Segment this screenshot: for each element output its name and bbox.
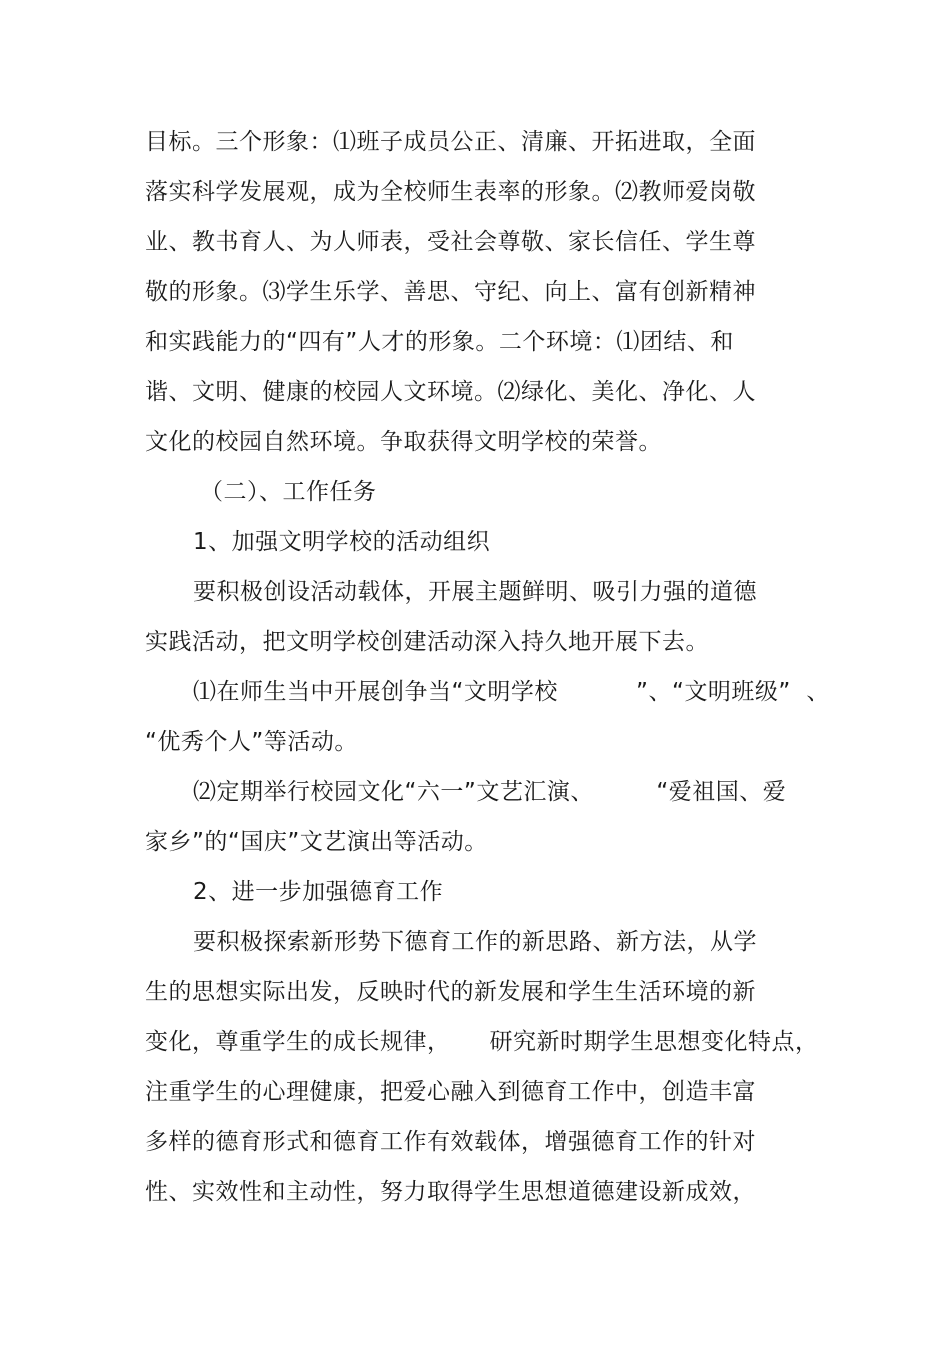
paragraph-line-12: 变化，尊重学生的成长规律， 研究新时期学生思想变化特点， [145,1029,819,1055]
paragraph-line-8: 要积极创设活动载体，开展主题鲜明、吸引力强的道德 [193,579,757,605]
subheading-2: 2、进一步加强德育工作 [193,879,444,905]
paragraph-line-3: 业、教书育人、为人师表，受社会尊敬、家长信任、学生尊 [145,229,756,255]
paragraph-line-2: 落实科学发展观，成为全校师生表率的形象。⑵教师爱岗敬 [145,179,756,205]
list-item-2-cont: 家乡”的“国庆”文艺演出等活动。 [145,829,488,855]
paragraph-line-5: 和实践能力的“四有”人才的形象。二个环境：⑴团结、和 [145,329,734,355]
paragraph-line-4: 敬的形象。⑶学生乐学、善思、守纪、向上、富有创新精神 [145,279,756,305]
paragraph-line-9: 实践活动，把文明学校创建活动深入持久地开展下去。 [145,629,709,655]
list-item-1: ⑴在师生当中开展创争当“文明学校 ”、“文明班级” 、 [193,679,830,705]
paragraph-line-14: 多样的德育形式和德育工作有效载体，增强德育工作的针对 [145,1129,756,1155]
list-item-2: ⑵定期举行校园文化“六一”文艺汇演、 “爱祖国、爱 [193,779,787,805]
paragraph-line-1: 目标。三个形象：⑴班子成员公正、清廉、开拓进取，全面 [145,129,756,155]
paragraph-line-13: 注重学生的心理健康，把爱心融入到德育工作中，创造丰富 [145,1079,756,1105]
paragraph-line-15: 性、实效性和主动性，努力取得学生思想道德建设新成效， [145,1179,756,1205]
paragraph-line-6: 谐、文明、健康的校园人文环境。⑵绿化、美化、净化、人 [145,379,756,405]
list-item-1-cont: “优秀个人”等活动。 [145,729,358,755]
paragraph-line-11: 生的思想实际出发，反映时代的新发展和学生生活环境的新 [145,979,756,1005]
paragraph-line-7: 文化的校园自然环境。争取获得文明学校的荣誉。 [145,429,662,455]
subheading-1: 1、加强文明学校的活动组织 [193,529,491,555]
paragraph-line-10: 要积极探索新形势下德育工作的新思路、新方法，从学 [193,929,757,955]
section-heading: （二）、工作任务 [200,479,377,505]
